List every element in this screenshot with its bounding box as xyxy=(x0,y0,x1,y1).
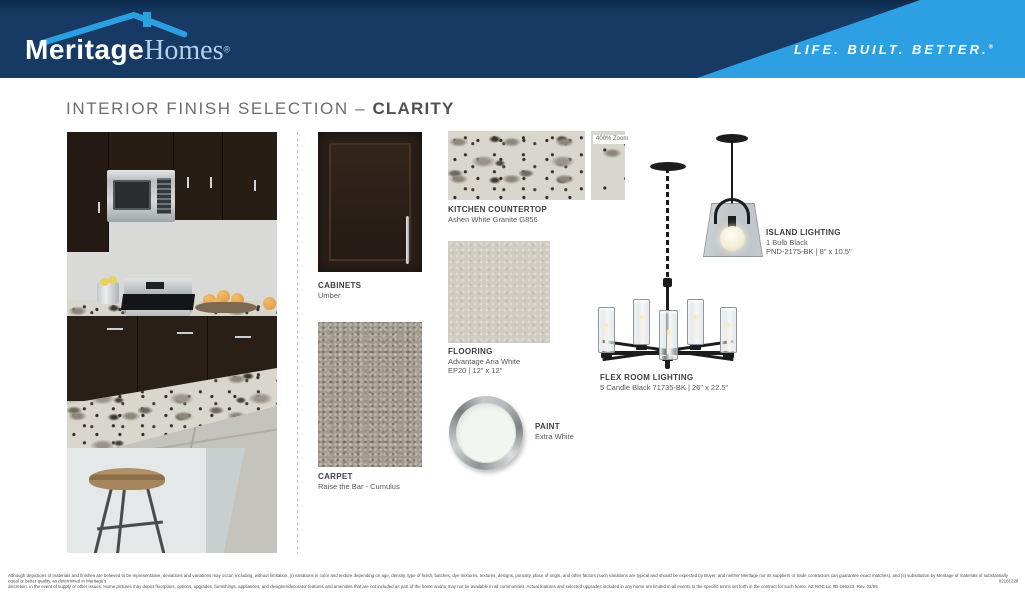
page-title-prefix: INTERIOR FINISH SELECTION – xyxy=(66,99,373,118)
countertop-swatch xyxy=(448,131,585,200)
disclaimer-line2: discretion, in the event of supply or other issues. Home pictures may depict floorplans, options, upgrades, furnishings, appliances, and designer/decorator features and amenities that are not included as part of the home and/or may not be available in all communities. Actual features and selected upgrades included in any home are limited in all events to the specific terms set forth in the contract for such home. AZ ROC Lic #B-166223. Rev. 02/05 xyxy=(8,584,878,589)
flex-lighting-label: FLEX ROOM LIGHTING xyxy=(600,373,694,382)
kitchen-photo xyxy=(67,132,277,553)
logo-registered-mark: ® xyxy=(223,44,231,55)
glass-shade xyxy=(659,310,678,360)
carpet-label: CARPET xyxy=(318,472,353,481)
island-lighting-label: ISLAND LIGHTING xyxy=(766,228,841,237)
countertop-label: KITCHEN COUNTERTOP xyxy=(448,205,548,214)
dotted-divider xyxy=(297,132,298,553)
disclaimer-line1: Although depictions of materials and finishes are believed to be representative, deviations and variations may occur, including, without limitation, (i) variations in color and texture depending on age, density, type of finish, batches, dye mixtures, textures, designs, porosity, place of origin, and other factors (such variations are typical and should be expected by Buyer, and neither Meritage nor its suppliers or trade contractors can guarantee exact matches), and (ii) substitution by Meritage of materials of substantially equal or better quality, as determined in Meritage's xyxy=(8,573,1008,584)
tagline-registered-mark: ® xyxy=(988,44,993,51)
candle-socket xyxy=(636,345,647,350)
cabinet-handle xyxy=(254,180,256,191)
drawer-handle xyxy=(235,336,251,338)
paint-value: Extra White xyxy=(535,432,574,441)
drawer-handle xyxy=(177,332,193,334)
drawer-handle xyxy=(107,328,123,330)
lemon xyxy=(108,276,117,284)
flooring-swatch xyxy=(448,241,550,343)
flex-lighting-value: 5 Candle Black 71735-BK | 26" x 22.5" xyxy=(600,383,729,392)
paint-label: PAINT xyxy=(535,422,560,431)
logo-text xyxy=(25,34,230,67)
logo-word-homes: Homes xyxy=(144,35,224,66)
carpet-swatch xyxy=(318,322,422,467)
paint-color-swatch xyxy=(456,403,516,463)
flooring-label: FLOORING xyxy=(448,347,493,356)
cabinet-door-panel xyxy=(329,143,411,261)
zoom-badge: 400% Zoom xyxy=(593,135,631,144)
candle-socket xyxy=(690,345,701,350)
glass-shade xyxy=(687,299,704,345)
cabinets-swatch xyxy=(318,132,422,272)
orange xyxy=(263,297,276,310)
microwave xyxy=(107,170,175,222)
countertop-value: Ashen White Granite G856 xyxy=(448,215,538,224)
tagline: LIFE. BUILT. BETTER.® xyxy=(794,42,993,57)
flooring-value2: EP20 | 12" x 12" xyxy=(448,366,503,375)
page-title-package-name: CLARITY xyxy=(372,99,455,118)
paint-can-lid xyxy=(449,396,523,470)
document-code: 02161228 xyxy=(998,578,1019,584)
canister xyxy=(97,282,119,304)
candle-socket xyxy=(601,353,612,358)
island-base xyxy=(67,448,245,553)
carpet-value: Raise the Bar - Cumulus xyxy=(318,482,400,491)
glass-shade xyxy=(720,307,737,353)
pendant-bulb xyxy=(720,226,745,251)
meritage-homes-logo xyxy=(25,6,235,72)
island-lighting-value2: PND-2175-BK | 8" x 10.5" xyxy=(766,247,852,256)
cabinet-handle xyxy=(210,177,212,188)
island-pendant-light xyxy=(700,132,770,260)
barstool-seat xyxy=(89,468,165,490)
legal-disclaimer xyxy=(8,573,1018,595)
page-title xyxy=(66,99,455,119)
pendant-rod xyxy=(731,140,733,204)
fruit-bowl xyxy=(195,290,257,314)
glass-shade xyxy=(598,307,615,353)
upper-cabinet-left xyxy=(67,132,109,252)
logo-word-meritage: Meritage xyxy=(25,34,145,65)
cabinet-door-handle xyxy=(406,216,409,264)
chandelier-finial xyxy=(665,360,670,369)
cabinets-label: CABINETS xyxy=(318,281,362,290)
cabinet-handle xyxy=(187,177,189,188)
glass-shade xyxy=(633,299,650,345)
candle-socket xyxy=(723,353,734,358)
flooring-value1: Advantage Aria White xyxy=(448,357,521,366)
chandelier-chain xyxy=(666,168,669,280)
island-lighting-value1: 1 Bulb Black xyxy=(766,238,808,247)
cabinet-handle xyxy=(98,202,100,213)
cabinets-value: Umber xyxy=(318,291,341,300)
header-bar xyxy=(0,0,1025,78)
